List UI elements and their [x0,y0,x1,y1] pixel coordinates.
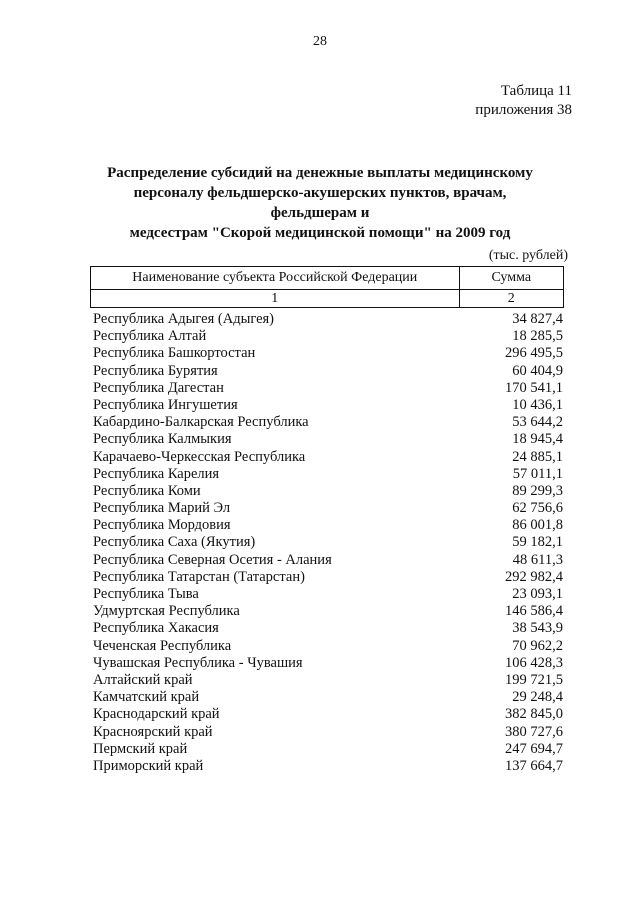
subsidy-amount: 86 001,8 [512,517,563,534]
table-row [93,569,563,586]
subject-name: Республика Ингушетия [93,396,238,413]
table-column-numbers-row [91,290,564,308]
table-row [93,689,563,706]
subject-name: Чувашская Республика - Чувашия [93,654,303,671]
subject-name: Республика Мордовия [93,517,231,534]
document-title-line-3: медсестрам "Скорой медицинской помощи" на 2009 год [129,225,511,241]
units-note: (тыс. рублей) [488,248,568,263]
table-row [93,466,563,483]
subsidy-amount: 296 495,5 [505,345,563,362]
subject-name: Краснодарский край [93,706,220,723]
subject-name: Пермский край [93,740,188,757]
subject-name: Камчатский край [93,689,200,706]
subsidy-amount: 137 664,7 [505,757,563,774]
table-row [93,758,563,775]
table-row [93,586,563,603]
table-row [93,517,563,534]
subject-name: Чеченская Республика [93,637,232,654]
subject-name: Удмуртская Республика [93,603,240,620]
subsidy-amount: 18 945,4 [512,431,563,448]
subsidy-amount: 382 845,0 [505,706,563,723]
table-body [93,311,563,775]
table-reference-line-1: Таблица 11 [500,83,572,99]
subsidy-amount: 53 644,2 [512,414,563,431]
subsidy-amount: 70 962,2 [512,637,563,654]
subject-name: Приморский край [93,757,204,774]
subsidy-amount: 199 721,5 [505,671,563,688]
subsidy-amount: 106 428,3 [505,654,563,671]
subject-name: Республика Дагестан [93,379,224,396]
subject-name: Республика Татарстан (Татарстан) [93,568,305,585]
table-row [93,363,563,380]
document-title-line-2: персоналу фельдшерско-акушерских пунктов, врачам, фельдшерам и [133,185,507,221]
subsidy-amount: 29 248,4 [512,689,563,706]
subsidy-amount: 60 404,9 [512,362,563,379]
table-row [93,724,563,741]
subsidy-amount: 57 011,1 [512,465,563,482]
subsidy-amount: 38 543,9 [512,620,563,637]
subject-name: Республика Хакасия [93,620,219,637]
subject-name: Алтайский край [93,671,193,688]
subject-name: Республика Коми [93,482,201,499]
subsidy-amount: 18 285,5 [512,328,563,345]
table-header-row [91,267,564,290]
subsidy-amount: 62 756,6 [512,500,563,517]
table-row [93,603,563,620]
subject-name: Республика Карелия [93,465,220,482]
table-row [93,655,563,672]
subject-name: Республика Адыгея (Адыгея) [93,311,275,327]
subject-name: Республика Тыва [93,586,199,602]
table-row [93,552,563,569]
subject-name: Республика Калмыкия [93,431,232,448]
table-row [93,380,563,397]
subsidy-amount: 59 182,1 [512,534,563,551]
subsidy-amount: 89 299,3 [512,482,563,499]
table-row [93,534,563,551]
subject-name: Красноярский край [93,723,213,740]
subsidy-amount: 23 093,1 [512,586,563,602]
subsidy-amount: 34 827,4 [512,311,563,327]
subsidy-amount: 292 982,4 [505,568,563,585]
subject-name: Республика Башкортостан [93,345,256,362]
subsidy-amount: 380 727,6 [505,723,563,740]
subsidy-amount: 10 436,1 [512,396,563,413]
table-reference [475,82,572,120]
subsidy-amount: 247 694,7 [505,740,563,757]
table-row [93,328,563,345]
header-subject-name: Наименование субъекта Российской Федерации [91,267,460,290]
table-row [93,431,563,448]
column-number-1: 1 [91,290,460,308]
table-row [93,500,563,517]
subject-name: Республика Бурятия [93,362,218,379]
table-header [90,266,564,308]
table-reference-line-2: приложения 38 [475,102,572,118]
subsidy-amount: 48 611,3 [512,551,563,568]
subject-name: Кабардино-Балкарская Республика [93,414,309,431]
column-number-2: 2 [459,290,563,308]
subsidy-amount: 170 541,1 [505,379,563,396]
table-row [93,397,563,414]
subject-name: Республика Саха (Якутия) [93,534,256,551]
table-row [93,672,563,689]
table-row [93,449,563,466]
subject-name: Республика Марий Эл [93,500,231,517]
page-number: 28 [313,34,327,49]
table-row [93,483,563,500]
subsidy-amount: 24 885,1 [512,448,563,465]
table-row [93,741,563,758]
table-row [93,414,563,431]
document-title-line-1: Распределение субсидий на денежные выплаты медицинскому [107,165,533,181]
table-row [93,638,563,655]
table-row [93,345,563,362]
table-row [93,311,563,328]
document-title [100,163,540,243]
subject-name: Республика Алтай [93,328,207,345]
subsidy-amount: 146 586,4 [505,603,563,620]
table-row [93,706,563,723]
subject-name: Карачаево-Черкесская Республика [93,448,306,465]
table-row [93,620,563,637]
header-sum: Сумма [459,267,563,290]
subject-name: Республика Северная Осетия - Алания [93,551,332,568]
